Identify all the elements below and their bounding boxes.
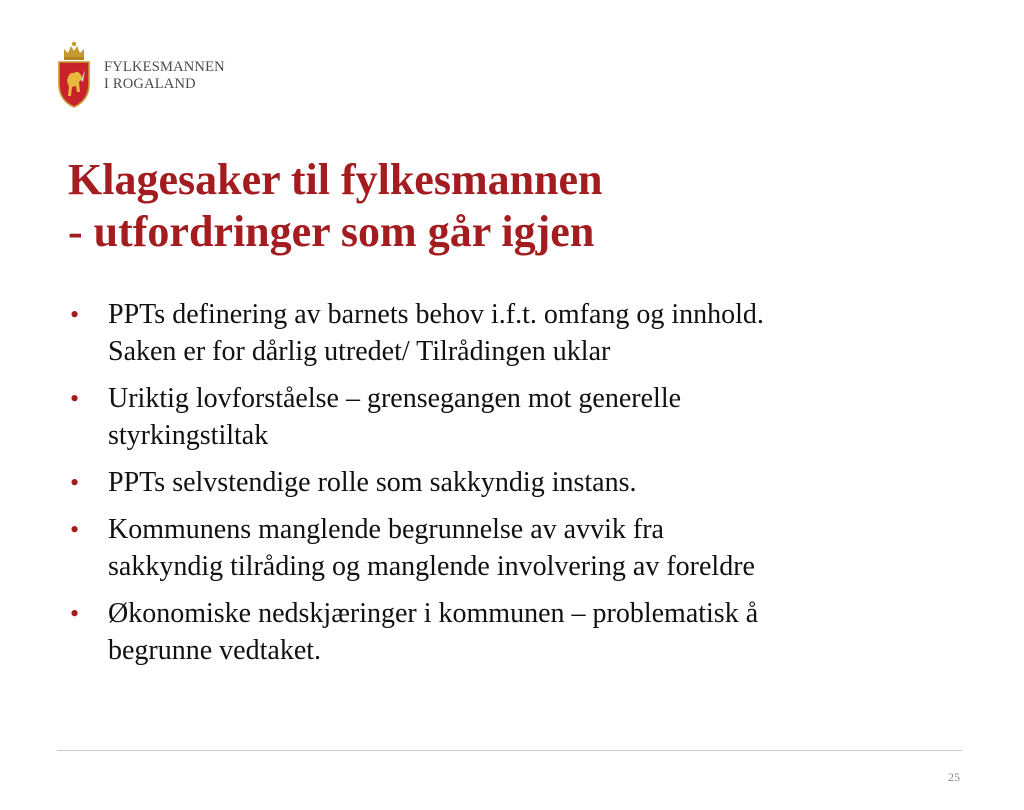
coat-of-arms-icon [56, 40, 92, 110]
slide-title-line2: - utfordringer som går igjen [68, 207, 595, 256]
bullet-dot-icon: • [70, 468, 80, 497]
bullet-item [68, 511, 968, 585]
bullet-text-line2: sakkyndig tilråding og manglende involvering av foreldre [108, 551, 755, 582]
bullet-text-line1: Kommunens manglende begrunnelse av avvik fra [108, 514, 664, 545]
logo [56, 40, 225, 110]
bullet-dot-icon: • [70, 599, 80, 628]
org-name-line1: FYLKESMANNEN [104, 59, 225, 75]
bullet-text-line1: Økonomiske nedskjæringer i kommunen – problematisk å [108, 598, 759, 629]
bullet-text-line2: Saken er for dårlig utredet/ Tilrådingen uklar [108, 336, 611, 367]
bullet-text-line2: begrunne vedtaket. [108, 635, 322, 666]
bullet-dot-icon: • [70, 515, 80, 544]
bullet-dot-icon: • [70, 384, 80, 413]
bullet-text-line1: Uriktig lovforståelse – grensegangen mot generelle [108, 383, 682, 414]
bullet-dot-icon: • [70, 300, 80, 329]
slide-title-line1: Klagesaker til fylkesmannen [68, 155, 603, 204]
bullet-item [68, 296, 968, 370]
bullet-item [68, 464, 968, 501]
bullet-text-line1: PPTs selvstendige rolle som sakkyndig instans. [108, 467, 637, 498]
page-number: 25 [948, 770, 960, 784]
bullet-item [68, 595, 968, 669]
bullet-item [68, 380, 968, 454]
bullet-text-line2: styrkingstiltak [108, 420, 269, 451]
slide-title [68, 154, 603, 258]
org-name [104, 59, 225, 93]
bullet-text-line1: PPTs definering av barnets behov i.f.t. omfang og innhold. [108, 299, 764, 330]
footer-divider [57, 750, 962, 751]
bullet-list [68, 296, 968, 679]
org-name-line2: I ROGALAND [104, 76, 196, 92]
